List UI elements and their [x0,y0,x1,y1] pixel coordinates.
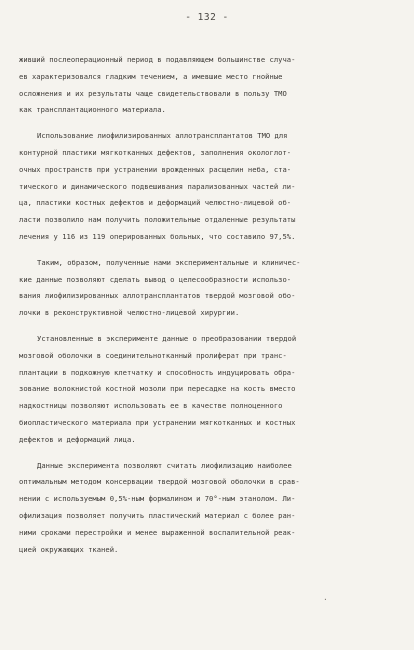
body-text [19,52,404,567]
text-line: цией окружающих тканей. [19,544,119,554]
text-line: Использование лиофилизированных аллотрансплантатов ТМО для [37,131,288,141]
text-line: оптимальным методом консервации твердой мозговой оболочки в срав- [19,477,300,487]
text-line: надкостницы позволяют использовать ее в качестве полноценного [19,401,283,411]
text-line: Данные эксперимента позволяют считать лиофилизацию наиболее [37,460,292,470]
paragraph-3 [19,255,404,322]
text-line: зование волокнистой костной мозоли при пересадке на кость вместо [19,384,296,394]
paragraph-1 [19,52,404,119]
text-line: мозговой оболочки в соединительнотканный пролиферат при транс- [19,350,287,360]
text-line: кие данные позволяют сделать вывод о целесообразности использо- [19,274,292,284]
text-line: лечения у 116 из 119 оперированных больных, что составило 97,5%. [19,231,296,241]
text-line: Установленные в эксперименте данные о преобразовании твердой [37,333,297,343]
text-line: тического и динамического подвешивания парализованных частей ли- [19,181,296,191]
text-line: осложнения и их результаты чаще свидетельствовали в пользу ТМО [19,88,287,98]
text-line: ца, пластики костных дефектов и деформаций челюстно-лицевой об- [19,198,292,208]
text-line: плантации в подкожную клетчатку и способность индуцировать обра- [19,367,296,377]
paragraph-2 [19,128,404,246]
text-line: живший послеоперационный период в подавляющем большинстве случа- [19,55,296,64]
text-line: очных пространств при устранении врожденных расщелин неба, ста- [19,164,292,174]
text-line: ласти позволило нам получить положительные отдаленные результаты [19,215,296,225]
page-number: - 132 - [185,12,229,23]
paragraph-4 [19,331,404,449]
text-line: лочки в реконструктивной челюстно-лицевой хирургии. [19,308,240,318]
text-line: Таким, образом, полученные нами экспериментальные и клиничес- [37,257,301,267]
text-line: вания лиофилизированных аллотрансплантатов твердой мозговой обо- [19,291,296,301]
text-line: как трансплантационного материала. [19,105,166,115]
text-line: ев характеризовался гладким течением, а имевшие место гнойные [19,71,283,81]
text-line: контурной пластики мягкотканных дефектов, заполнения окологлот- [19,147,292,157]
text-line: дефектов и деформаций лица. [19,434,136,444]
text-line: офилизация позволяет получить пластический материал с более ран- [19,510,296,520]
trailing-mark: . [323,593,328,602]
paragraph-5 [19,458,404,559]
text-line: нении с используемым 0,5%-ным формалином и 70°-ным этанолом. Ли- [19,494,296,504]
text-line: биопластического материала при устранении мягкотканных и костных [19,417,296,427]
text-line: ними сроками перестройки и менее выраженной воспалительной реак- [19,527,296,537]
